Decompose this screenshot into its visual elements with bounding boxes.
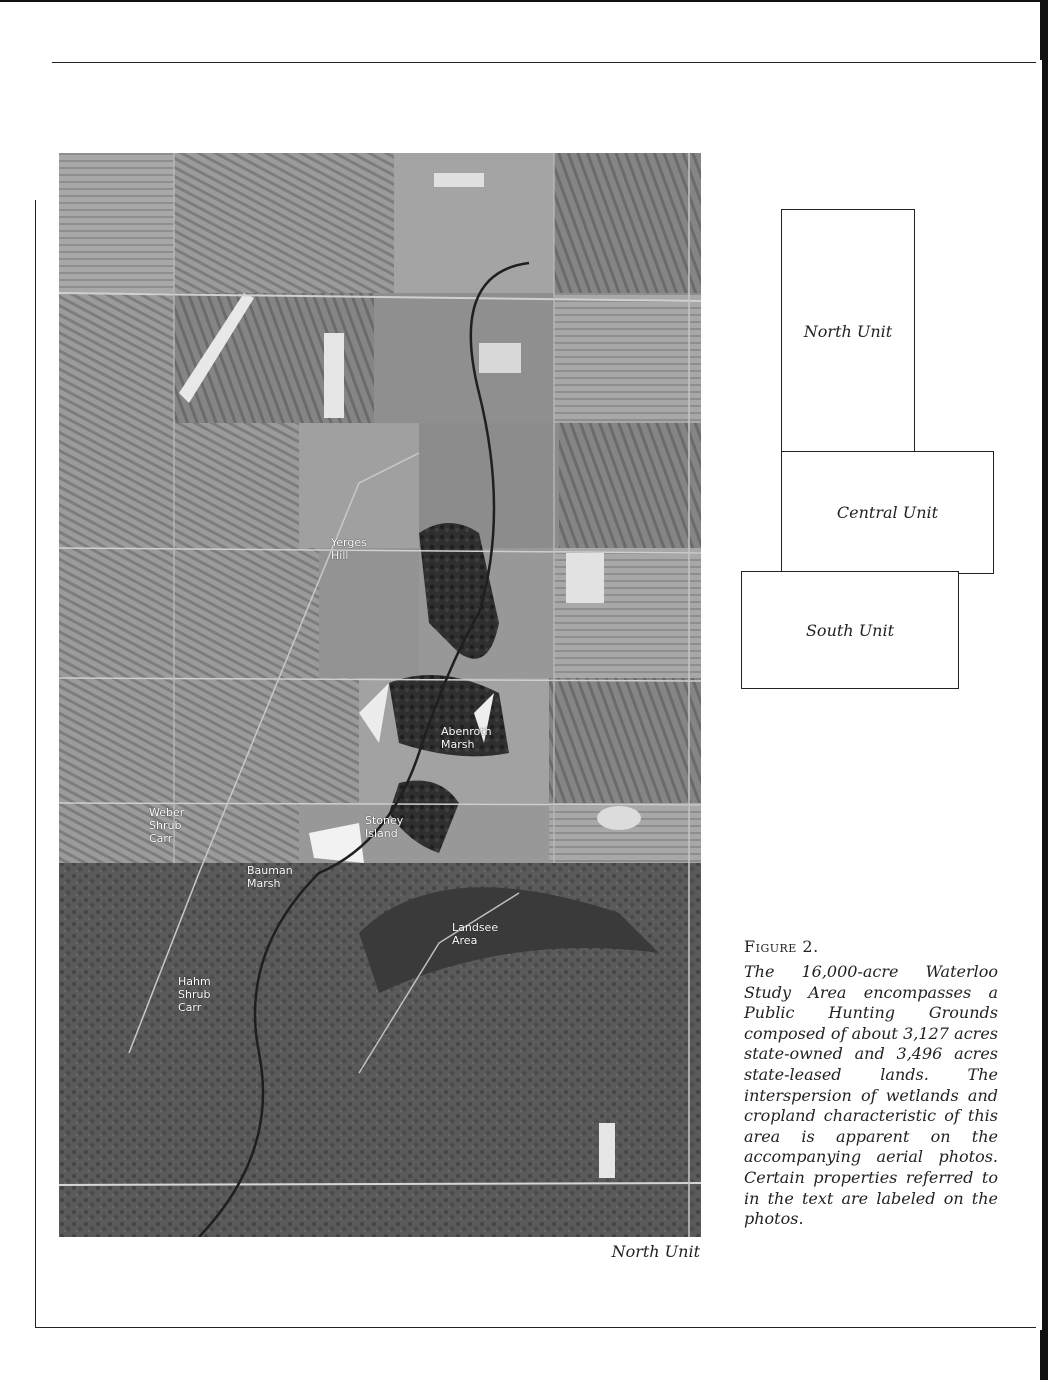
central-unit-label: Central Unit [836, 503, 939, 522]
photo-caption: North Unit [611, 1242, 700, 1261]
aerial-photo [59, 153, 701, 1237]
key-map-central-unit [781, 451, 994, 574]
label-landsee-area: Landsee Area [452, 921, 499, 947]
figure-caption-text: The 16,000-acre Waterloo Study Area encompasses a Public Hunting Grounds composed of about 3,127 acres state-owned and 3,496 acres state-leased lands. The interspersion of wetlands and cropland characteristic of this area is apparent on the accompanying aerial photos. Certain properties referred to in the text are labeled on the photos. [744, 962, 998, 1229]
label-stoney-island: Stoney Island [365, 814, 404, 840]
north-unit-label: North Unit [803, 322, 893, 341]
left-margin-rule [35, 200, 36, 1328]
label-abenroth-marsh: Abenroth Marsh [441, 725, 492, 751]
label-yerges-hill: Yerges Hill [331, 536, 367, 562]
page-top-border [0, 0, 1048, 2]
footer-rule [35, 1327, 1048, 1328]
key-map-south-unit [741, 571, 959, 689]
figure-title: Figure 2. [744, 937, 819, 956]
label-bauman-marsh: Bauman Marsh [247, 864, 293, 890]
label-hahm-shrub-carr: Hahm Shrub Carr [178, 975, 211, 1014]
south-unit-label: South Unit [805, 620, 895, 640]
key-map-north-unit [781, 209, 915, 454]
aerial-photo-image [59, 153, 701, 1237]
label-weber-shrub-carr: Weber Shrub Carr [149, 806, 185, 845]
header-rule [52, 62, 1048, 63]
